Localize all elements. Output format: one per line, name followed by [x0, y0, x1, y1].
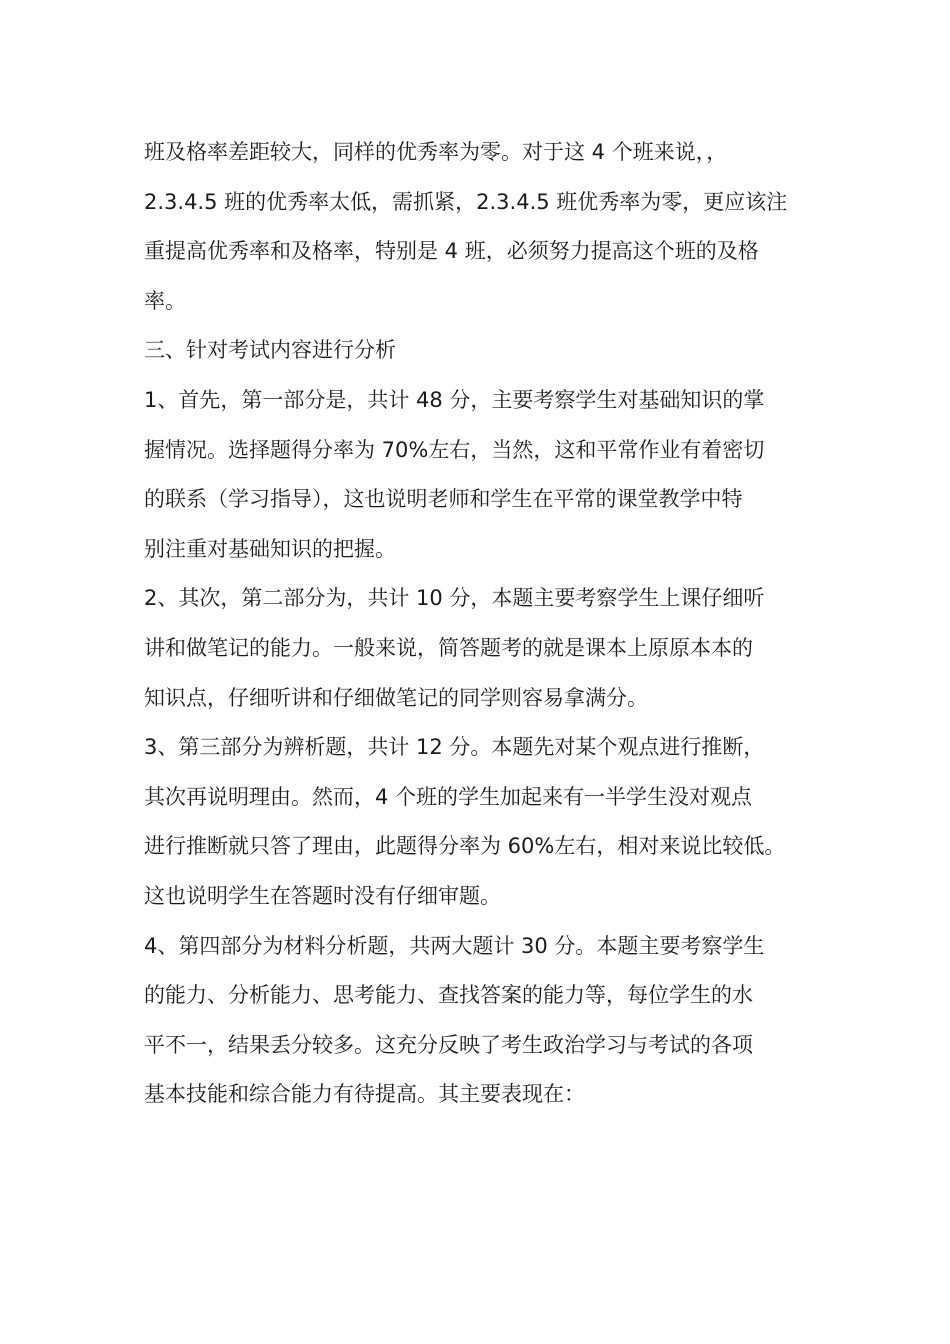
text-line: 2.3.4.5 班的优秀率太低，需抓紧，2.3.4.5 班优秀率为零，更应该注: [144, 189, 788, 214]
text-line: 4、第四部分为材料分析题，共两大题计 30 分。本题主要考察学生: [144, 933, 765, 958]
document-body: [144, 128, 814, 1120]
paragraph-part-three: [144, 723, 814, 921]
text-line: 率。: [144, 288, 186, 313]
section-heading-exam-content-analysis: [144, 326, 814, 376]
text-line: 握情况。选择题得分率为 70%左右，当然，这和平常作业有着密切: [144, 437, 765, 462]
text-line: 平不一，结果丢分较多。这充分反映了考生政治学习与考试的各项: [144, 1032, 753, 1057]
text-line: 这也说明学生在答题时没有仔细审题。: [144, 883, 501, 908]
text-line: 班及格率差距较大，同样的优秀率为零。对于这 4 个班来说，，: [144, 140, 728, 164]
text-line: 的能力、分析能力、思考能力、查找答案的能力等，每位学生的水: [144, 983, 753, 1008]
paragraph-pass-rate-summary: [144, 128, 814, 326]
text-line: 基本技能和综合能力有待提高。其主要表现在：: [144, 1082, 585, 1107]
text-line: 其次再说明理由。然而，4 个班的学生加起来有一半学生没对观点: [144, 784, 753, 809]
text-line: 3、第三部分为辨析题，共计 12 分。本题先对某个观点进行推断，: [144, 735, 765, 760]
paragraph-part-four: [144, 922, 814, 1120]
text-line: 1、首先，第一部分是，共计 48 分，主要考察学生对基础知识的掌: [144, 387, 765, 412]
text-line: 进行推断就只答了理由，此题得分率为 60%左右，相对来说比较低。: [144, 834, 786, 859]
paragraph-part-two: [144, 574, 814, 723]
text-line: 2、其次，第二部分为，共计 10 分，本题主要考察学生上课仔细听: [144, 586, 765, 611]
text-line: 的联系（学习指导），这也说明老师和学生在平常的课堂教学中特: [144, 487, 743, 512]
paragraph-part-one: [144, 376, 814, 574]
section-heading: 三、针对考试内容进行分析: [144, 338, 396, 363]
text-line: 知识点，仔细听讲和仔细做笔记的同学则容易拿满分。: [144, 685, 648, 710]
text-line: 别注重对基础知识的把握。: [144, 536, 396, 561]
text-line: 重提高优秀率和及格率，特别是 4 班，必须努力提高这个班的及格: [144, 239, 759, 264]
text-line: 讲和做笔记的能力。一般来说，简答题考的就是课本上原原本本的: [144, 635, 753, 660]
